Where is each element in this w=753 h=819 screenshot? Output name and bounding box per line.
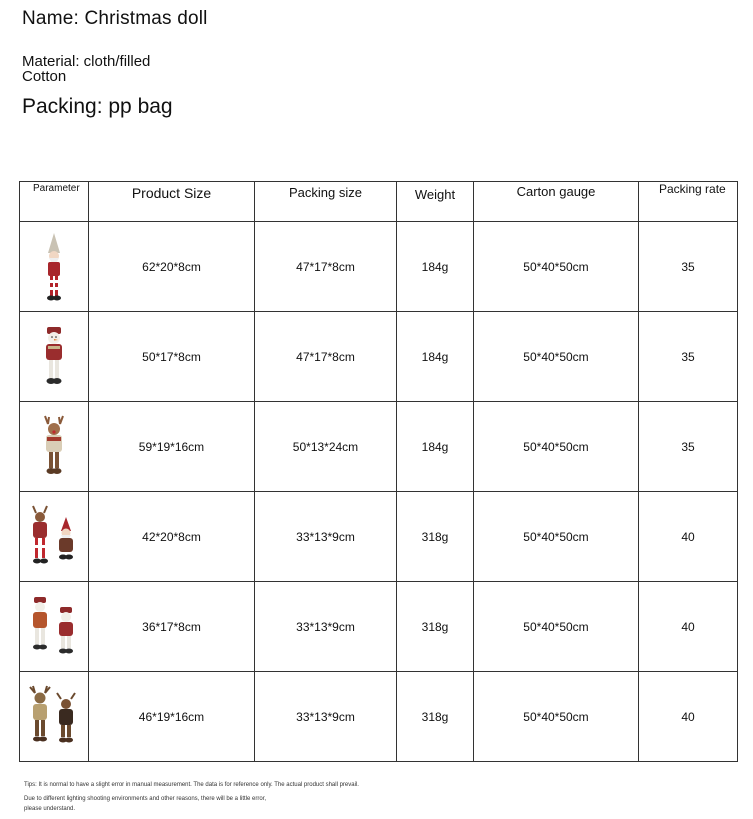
product-size-cell: 36*17*8cm bbox=[89, 582, 255, 672]
material-line-2: Cotton bbox=[22, 68, 67, 85]
col-header-product-size: Product Size bbox=[89, 182, 255, 222]
carton-gauge-cell: 50*40*50cm bbox=[474, 492, 639, 582]
table-row bbox=[20, 492, 738, 582]
weight-cell: 318g bbox=[397, 492, 474, 582]
weight-cell: 184g bbox=[397, 402, 474, 492]
packing-info: Packing: pp bag bbox=[22, 95, 173, 118]
carton-gauge-cell: 50*40*50cm bbox=[474, 312, 639, 402]
packing-size-cell: 33*13*9cm bbox=[255, 582, 397, 672]
packing-size-cell: 50*13*24cm bbox=[255, 402, 397, 492]
snowman-pair-image bbox=[28, 595, 80, 659]
table-row bbox=[20, 402, 738, 492]
packing-rate-cell: 40 bbox=[639, 672, 738, 762]
weight-cell: 184g bbox=[397, 312, 474, 402]
packing-rate-cell: 35 bbox=[639, 222, 738, 312]
col-header-carton-gauge: Carton gauge bbox=[474, 182, 639, 222]
santa-doll-image bbox=[39, 231, 69, 303]
product-name: Name: Christmas doll bbox=[22, 8, 208, 29]
packing-size-cell: 47*17*8cm bbox=[255, 222, 397, 312]
product-size-cell: 50*17*8cm bbox=[89, 312, 255, 402]
material-line-1: Material: cloth/filled bbox=[22, 53, 151, 70]
col-header-packing-size: Packing size bbox=[255, 182, 397, 222]
product-size-cell: 46*19*16cm bbox=[89, 672, 255, 762]
col-header-weight: Weight bbox=[397, 182, 474, 222]
row-image-cell bbox=[20, 402, 89, 492]
table-row bbox=[20, 312, 738, 402]
reindeer-doll-image bbox=[38, 414, 70, 480]
packing-size-cell: 33*13*9cm bbox=[255, 492, 397, 582]
material-info bbox=[22, 54, 150, 84]
carton-gauge-cell: 50*40*50cm bbox=[474, 582, 639, 672]
product-size-cell: 62*20*8cm bbox=[89, 222, 255, 312]
packing-rate-cell: 40 bbox=[639, 492, 738, 582]
row-image-cell bbox=[20, 582, 89, 672]
reindeer-santa-pair-image bbox=[28, 505, 80, 569]
tips-line-1: Tips: It is normal to have a slight error in manual measurement. The data is for reference only. The actual product shall prevail. bbox=[24, 782, 359, 788]
table-row bbox=[20, 222, 738, 312]
row-image-cell bbox=[20, 492, 89, 582]
product-size-cell: 42*20*8cm bbox=[89, 492, 255, 582]
packing-rate-cell: 35 bbox=[639, 312, 738, 402]
carton-gauge-cell: 50*40*50cm bbox=[474, 402, 639, 492]
carton-gauge-cell: 50*40*50cm bbox=[474, 222, 639, 312]
row-image-cell bbox=[20, 672, 89, 762]
row-image-cell bbox=[20, 222, 89, 312]
tips-line-2: Due to different lighting shooting environments and other reasons, there will be a little error, bbox=[24, 796, 267, 802]
table-header-row bbox=[20, 182, 738, 222]
weight-cell: 184g bbox=[397, 222, 474, 312]
weight-cell: 318g bbox=[397, 582, 474, 672]
snowman-doll-image bbox=[39, 324, 69, 390]
carton-gauge-cell: 50*40*50cm bbox=[474, 672, 639, 762]
tips-line-3: please understand. bbox=[24, 806, 76, 812]
packing-size-cell: 47*17*8cm bbox=[255, 312, 397, 402]
product-size-cell: 59*19*16cm bbox=[89, 402, 255, 492]
row-image-cell bbox=[20, 312, 89, 402]
col-header-parameter: Parameter bbox=[20, 182, 89, 222]
table-row bbox=[20, 672, 738, 762]
table-row bbox=[20, 582, 738, 672]
packing-size-cell: 33*13*9cm bbox=[255, 672, 397, 762]
spec-table bbox=[19, 181, 738, 762]
col-header-packing-rate: Packing rate bbox=[639, 182, 738, 222]
moose-pair-image bbox=[28, 685, 80, 749]
packing-rate-cell: 40 bbox=[639, 582, 738, 672]
weight-cell: 318g bbox=[397, 672, 474, 762]
packing-rate-cell: 35 bbox=[639, 402, 738, 492]
